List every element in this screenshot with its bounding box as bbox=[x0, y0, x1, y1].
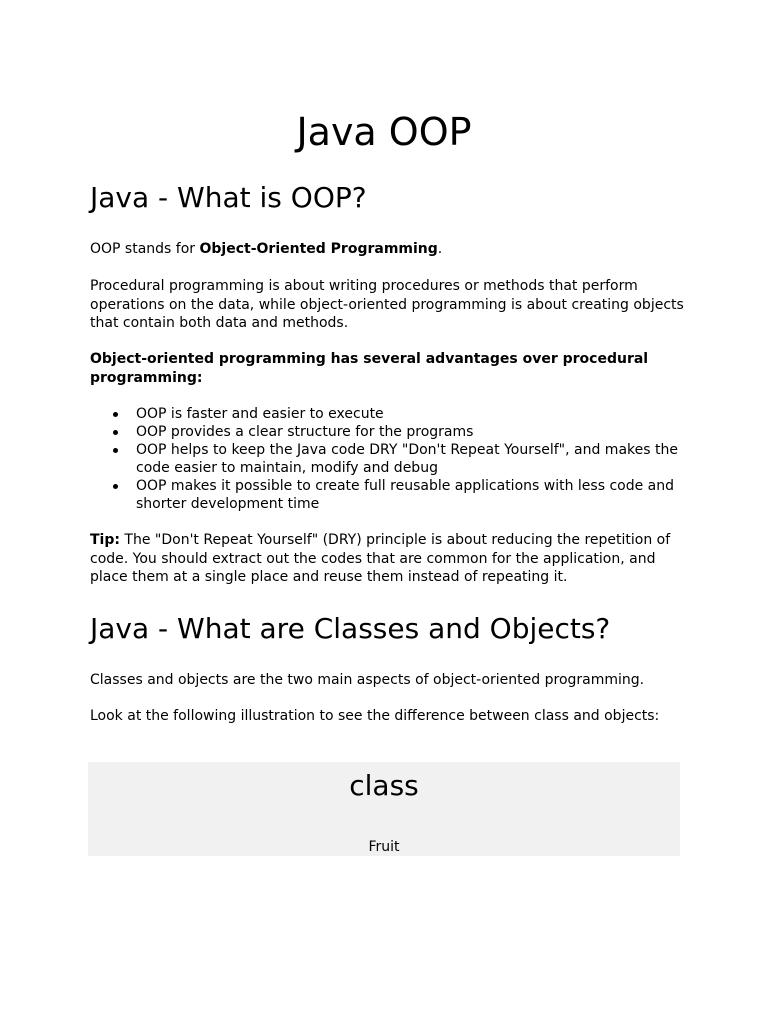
oop-definition-bold: Object-Oriented Programming bbox=[199, 241, 438, 257]
oop-definition-suffix: . bbox=[437, 241, 443, 257]
list-item bbox=[90, 405, 690, 423]
list-item-text: OOP makes it possible to create full reusable applications with less code and shorter development time bbox=[136, 478, 675, 512]
list-item-text: OOP is faster and easier to execute bbox=[136, 406, 384, 422]
oop-definition-prefix: OOP stands for bbox=[90, 241, 200, 257]
page-title: Java OOP bbox=[296, 110, 472, 154]
procedural-paragraph: Procedural programming is about writing procedures or methods that perform operations on the data, while object-oriented programming is about creating objects that contain both data and methods. bbox=[90, 278, 684, 331]
section-heading-what-is-oop: Java - What is OOP? bbox=[90, 181, 367, 214]
illustration-intro: Look at the following illustration to see the difference between class and objects: bbox=[90, 708, 660, 724]
list-item-text: OOP provides a clear structure for the programs bbox=[136, 424, 474, 440]
bullet-icon bbox=[113, 448, 118, 453]
list-item bbox=[90, 423, 690, 441]
section-heading-classes-objects: Java - What are Classes and Objects? bbox=[90, 612, 611, 645]
advantages-heading: Object-oriented programming has several advantages over procedural programming: bbox=[90, 351, 649, 386]
bullet-icon bbox=[113, 484, 118, 489]
tip-text: The "Don't Repeat Yourself" (DRY) principle is about reducing the repetition of code. You should extract out the codes that are common for the application, and place them at a single place and reuse them instead of repeating it. bbox=[90, 532, 671, 585]
tip-paragraph bbox=[90, 531, 690, 587]
bullet-icon bbox=[113, 430, 118, 435]
advantages-list bbox=[90, 405, 690, 513]
illustration-class-name: Fruit bbox=[368, 839, 400, 855]
list-item bbox=[90, 477, 690, 513]
class-illustration bbox=[88, 762, 680, 856]
bullet-icon bbox=[113, 412, 118, 417]
illustration-title: class bbox=[349, 769, 419, 802]
list-item bbox=[90, 441, 690, 477]
list-item-text: OOP helps to keep the Java code DRY "Don't Repeat Yourself", and makes the code easier to maintain, modify and debug bbox=[136, 442, 678, 476]
tip-label: Tip: bbox=[90, 532, 120, 548]
classes-objects-paragraph: Classes and objects are the two main aspects of object-oriented programming. bbox=[90, 672, 645, 688]
oop-definition bbox=[90, 240, 690, 259]
